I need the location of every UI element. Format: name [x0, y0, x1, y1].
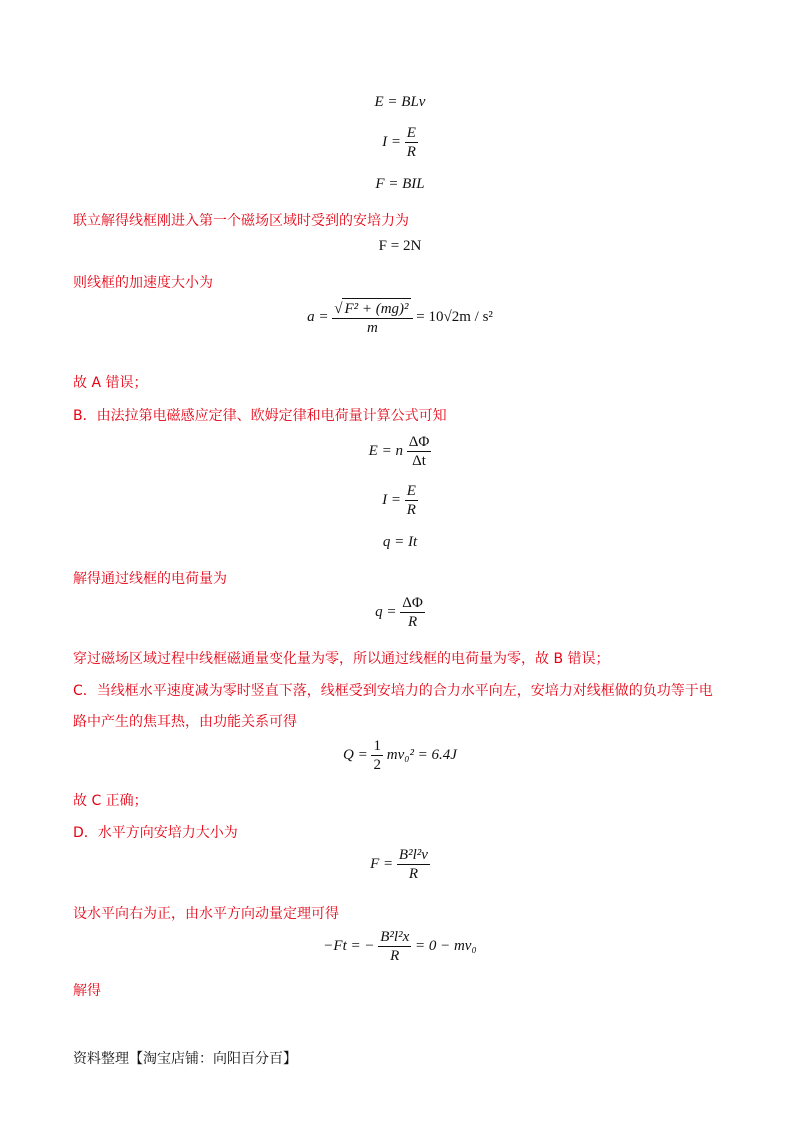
eq-lhs: a = — [307, 308, 329, 325]
numerator: 1 — [373, 738, 381, 754]
footer-source: 资料整理【淘宝店铺：向阳百分百】 — [73, 1051, 297, 1067]
denominator: R — [390, 948, 400, 964]
equation-f-2n: F = 2N — [378, 238, 422, 254]
numerator: ΔΦ — [408, 434, 430, 450]
text-line-3: 故 A 错误； — [73, 375, 148, 391]
text-line-6: 穿过磁场区域过程中线框磁通量变化量为零，所以通过线框的电荷量为零，故 B 错误； — [73, 651, 610, 667]
fraction — [397, 846, 430, 883]
equation-e-blv: E = BLv — [374, 94, 426, 110]
eq-lhs: Q = — [343, 746, 368, 763]
eq-lhs: q = — [375, 603, 397, 620]
equation-q-it: q = It — [382, 534, 418, 550]
equation-energy — [0, 737, 800, 774]
denominator: R — [407, 614, 418, 630]
numerator — [332, 298, 412, 319]
fraction — [405, 124, 418, 161]
text-line-12: 解得 — [73, 983, 101, 999]
fraction — [378, 928, 411, 965]
text-line-11: 设水平向右为正，由水平方向动量定理可得 — [73, 906, 339, 922]
fraction — [332, 298, 412, 337]
eq-lhs: I = — [382, 491, 401, 508]
text-line-2: 则线框的加速度大小为 — [73, 275, 213, 291]
denominator: m — [366, 320, 378, 336]
numerator: E — [406, 483, 416, 499]
fraction — [405, 482, 418, 519]
eq-lhs: E = n — [368, 442, 403, 459]
text-line-8: 路中产生的焦耳热，由功能关系可得 — [73, 714, 297, 730]
equation-f-bil: F = BIL — [375, 176, 425, 192]
eq-lhs: I = — [382, 133, 401, 150]
text-line-10: D．水平方向安培力大小为 — [73, 825, 238, 841]
denominator: Δt — [412, 453, 426, 469]
equation-current-2 — [0, 482, 800, 519]
denominator: R — [406, 144, 416, 160]
eq-rhs: = 0 − mv₀ — [414, 937, 477, 954]
equation-charge — [0, 594, 800, 631]
eq-rhs: mv₀² = 6.4J — [386, 746, 457, 763]
denominator: R — [408, 866, 418, 882]
sqrt-sign: √ F² + (mg)² — [334, 298, 410, 318]
equation-momentum — [0, 928, 800, 965]
eq-rhs: = 10√2m / s² — [416, 308, 493, 325]
numerator: B²l²v — [398, 847, 428, 863]
text-line-4: B．由法拉第电磁感应定律、欧姆定律和电荷量计算公式可知 — [73, 408, 447, 424]
fraction — [371, 737, 383, 774]
eq-lhs: F = — [370, 855, 394, 872]
numerator: E — [406, 125, 416, 141]
numerator: ΔΦ — [402, 595, 423, 611]
equation-current — [0, 124, 800, 161]
numerator: B²l²x — [380, 929, 410, 945]
denominator: 2 — [373, 757, 381, 773]
fraction — [400, 594, 425, 631]
equation-ampere-force — [0, 846, 800, 883]
text-line-1: 联立解得线框刚进入第一个磁场区域时受到的安培力为 — [73, 213, 409, 229]
radicand: F² + (mg)² — [342, 298, 410, 318]
eq-lhs: −Ft = − — [323, 937, 375, 954]
equation-emf — [0, 433, 800, 470]
denominator: R — [406, 502, 416, 518]
fraction — [407, 433, 432, 470]
text-line-5: 解得通过线框的电荷量为 — [73, 571, 227, 587]
text-line-7: C．当线框水平速度减为零时竖直下落，线框受到安培力的合力水平向左，安培力对线框做的负功等于电 — [73, 683, 713, 699]
equation-acceleration — [0, 298, 800, 337]
text-line-9: 故 C 正确； — [73, 793, 148, 809]
